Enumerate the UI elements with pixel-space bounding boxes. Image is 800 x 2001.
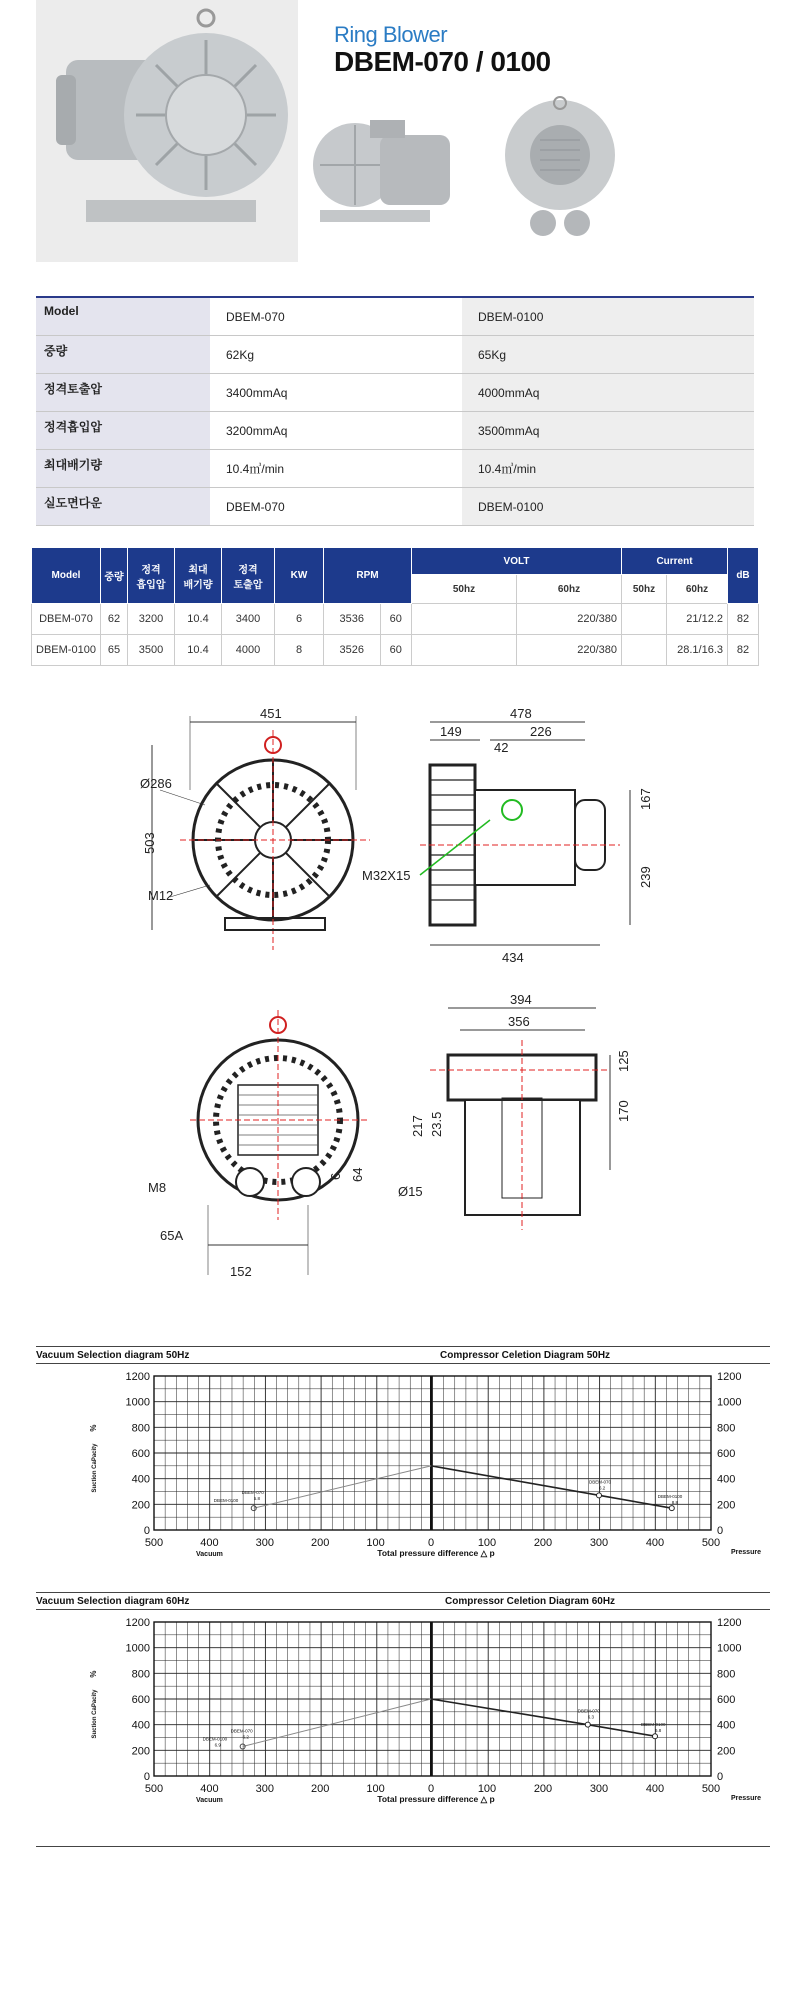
perf-cell-disch: 4000 [222,635,275,666]
col-suction: 정격 흡입압 [128,548,175,604]
spec-row [36,297,754,336]
col-model: Model [32,548,101,604]
spec-row [36,336,754,374]
pres-label-b2: 6.8 [655,1728,662,1734]
y-tick-right: 200 [717,1745,736,1758]
y-tick-right: 1000 [717,1642,742,1655]
spec-value-070[interactable]: DBEM-070 [210,488,462,526]
vac-label-b: DBEM-0100 [213,1498,239,1504]
col-db: dB [728,548,759,604]
dim-42: 42 [494,740,509,755]
dim-170: 170 [616,1100,631,1122]
dim-167: 167 [638,788,653,810]
perf-cell-freq: 60 [380,604,411,635]
spec-value-0100: 65Kg [462,336,754,374]
dim-23-5: 23.5 [429,1111,444,1137]
diagram-60hz [36,1614,776,1842]
perf-cell-weight: 65 [101,635,128,666]
dim-149: 149 [440,724,462,739]
col-kw: KW [275,548,324,604]
y-axis-label: Suction CaPacity [92,1443,98,1493]
product-photo-side [310,100,460,240]
pres-label-b: DBEM-0100 [657,1494,683,1500]
dim-diameter-15: Ø15 [398,1184,423,1199]
pressure-series-point [669,1506,674,1511]
perf-cell-kw: 6 [275,604,324,635]
dim-width-451: 451 [260,706,282,721]
spec-row [36,488,754,526]
dim-port-65a: 65A [160,1228,184,1243]
perf-cell-kw: 8 [275,635,324,666]
vacuum-series-line [254,1466,431,1508]
perf-cell-max: 10.4 [175,604,222,635]
x-label-pressure: Pressure [731,1549,761,1556]
col-weight: 중량 [101,548,128,604]
vac-label-b: DBEM-0100 [202,1736,228,1742]
vac-label-b2: 6.9 [214,1742,221,1748]
dim-bolt-m8: M8 [148,1180,167,1195]
x-tick-left: 500 [144,1537,164,1549]
pres-label-a: DBEM-070 [589,1479,612,1485]
col-volt-60: 60hz [517,575,622,604]
col-current-50: 50hz [622,575,667,604]
y-tick-right: 0 [717,1771,724,1783]
col-current: Current [622,548,728,575]
perf-cell-model: DBEM-070 [32,604,101,635]
spec-value-070: 3200mmAq [210,412,462,450]
dim-diameter-286: Ø286 [140,776,172,791]
perf-cell-c50 [622,635,667,666]
y-tick-left: 200 [131,1745,150,1758]
perf-cell-v50 [412,604,517,635]
y-tick-right: 800 [717,1668,736,1681]
y-tick-right: 600 [717,1694,736,1706]
y-tick-right: 1200 [717,1617,742,1629]
x-label-pressure: Pressure [731,1795,761,1802]
dim-217: 217 [410,1115,425,1137]
x-tick-left: 200 [311,1783,330,1795]
dim-239: 239 [638,866,653,888]
spec-value-070: 10.4㎥/min [210,450,462,488]
perf-cell-c60: 21/12.2 [667,604,728,635]
y-tick-left: 0 [143,1771,150,1783]
spec-value-070: 3400mmAq [210,374,462,412]
product-subtitle: Ring Blower [334,22,448,47]
pres-label-b2: 8.8 [671,1500,679,1506]
pressure-series-point [653,1734,658,1739]
perf-cell-v50 [412,635,517,666]
pres-label-a2: 6.2 [599,1485,606,1491]
y-tick-left: 400 [131,1719,150,1732]
x-tick-left: 400 [200,1537,219,1549]
perf-cell-suction: 3500 [128,635,175,666]
divider-3 [36,1592,770,1593]
diagram-50hz [36,1368,776,1590]
y-tick-left: 1000 [125,1642,150,1655]
spec-value-070: DBEM-070 [210,297,462,336]
perf-cell-c60: 28.1/16.3 [667,635,728,666]
pressure-series-point [585,1722,590,1727]
vac-label-a: DBEM-070 [241,1490,264,1496]
col-current-60: 60hz [667,575,728,604]
pressure-series-line [431,1466,672,1508]
divider-2 [36,1363,770,1364]
spec-row [36,374,754,412]
x-tick-left: 300 [255,1783,274,1795]
product-title: DBEM-070 / 0100 [334,46,551,77]
vac-label-a2: 6.2 [242,1734,249,1740]
spec-row [36,412,754,450]
y-axis-label: Suction CaPacity [92,1689,98,1739]
x-tick-left: 200 [311,1537,330,1549]
spec-row [36,450,754,488]
spec-table [36,296,754,526]
y-tick-left: 200 [131,1499,150,1512]
vac-label-a2: 5.8 [253,1496,260,1502]
divider-5 [36,1846,770,1847]
dim-152: 152 [230,1264,252,1279]
col-rpm: RPM [324,548,412,604]
diag1-title-left: Vacuum Selection diagram 50Hz [36,1350,190,1361]
spec-label: 정격흡입압 [36,412,210,450]
pres-label-a: DBEM-070 [577,1708,600,1714]
perf-cell-rpm: 3536 [324,604,381,635]
drawing-side-bottom [398,992,631,1230]
perf-cell-rpm: 3526 [324,635,381,666]
dim-6: 6 [328,1172,343,1180]
dim-356: 356 [508,1014,530,1029]
dim-64: 64 [350,1167,365,1182]
x-tick-left: 0 [427,1537,435,1549]
spec-value-0100[interactable]: DBEM-0100 [462,488,754,526]
x-axis-label: Total pressure difference △ p [377,1794,495,1804]
spec-value-0100: 10.4㎥/min [462,450,754,488]
spec-value-0100: DBEM-0100 [462,297,754,336]
col-volt: VOLT [412,548,622,575]
dim-height-503: 503 [142,832,157,854]
perf-row [32,635,759,666]
x-tick-right: 200 [533,1537,553,1549]
x-tick-right: 100 [477,1537,497,1549]
dim-thread-m32: M32X15 [362,868,411,883]
x-tick-left: 400 [200,1783,219,1795]
spec-value-0100: 4000mmAq [462,374,754,412]
x-axis-label: Total pressure difference △ p [377,1548,495,1558]
product-photo-front [495,95,625,245]
performance-table [31,547,759,666]
y-tick-right: 1200 [717,1371,742,1383]
y-tick-right: 0 [717,1525,724,1537]
vac-label-a: DBEM-070 [230,1728,253,1734]
spec-label: 정격토출압 [36,374,210,412]
dim-125: 125 [616,1050,631,1072]
x-tick-left: 100 [366,1537,385,1549]
perf-cell-suction: 3200 [128,604,175,635]
y-tick-left: 600 [131,1448,150,1460]
perf-cell-disch: 3400 [222,604,275,635]
y-axis-unit: % [89,1424,98,1432]
col-max: 최대 배기량 [175,548,222,604]
x-tick-left: 100 [366,1783,385,1795]
drawing-front-bottom [148,1010,370,1279]
x-tick-right: 100 [477,1783,497,1795]
y-tick-right: 800 [717,1422,736,1435]
perf-cell-v60: 220/380 [517,635,622,666]
y-tick-left: 600 [131,1694,150,1706]
dim-434: 434 [502,950,524,965]
y-tick-left: 1200 [125,1371,150,1383]
pres-label-b: DBEM-0100 [641,1722,666,1728]
x-tick-left: 0 [427,1783,435,1795]
spec-value-0100: 3500mmAq [462,412,754,450]
x-tick-right: 300 [589,1537,609,1549]
x-tick-right: 500 [701,1783,721,1795]
y-tick-right: 200 [717,1499,736,1512]
x-tick-right: 500 [701,1537,721,1549]
y-tick-left: 800 [131,1668,150,1681]
spec-label: 실도면다운 [36,488,210,526]
x-tick-right: 400 [645,1783,665,1795]
y-tick-right: 400 [717,1473,736,1486]
blower-main-image [36,0,298,262]
dim-226: 226 [530,724,552,739]
x-tick-right: 200 [533,1783,553,1795]
spec-label: Model [36,297,210,336]
y-tick-right: 600 [717,1448,736,1460]
dim-394: 394 [510,992,532,1007]
x-label-vacuum: Vacuum [196,1797,223,1804]
perf-cell-max: 10.4 [175,635,222,666]
perf-cell-db: 82 [728,635,759,666]
y-tick-right: 1000 [717,1396,742,1409]
dim-width-478: 478 [510,706,532,721]
pressure-series-point [597,1493,602,1498]
perf-cell-weight: 62 [101,604,128,635]
perf-cell-c50 [622,604,667,635]
x-label-vacuum: Vacuum [196,1551,223,1558]
perf-cell-model: DBEM-0100 [32,635,101,666]
dimension-drawings [130,700,690,1280]
y-tick-right: 400 [717,1719,736,1732]
y-tick-left: 800 [131,1422,150,1435]
pressure-series-line [431,1699,655,1736]
spec-label: 최대배기량 [36,450,210,488]
perf-row [32,604,759,635]
y-tick-left: 1000 [125,1396,150,1409]
x-tick-left: 500 [144,1783,164,1795]
x-tick-right: 300 [589,1783,609,1795]
dim-bolt-m12: M12 [148,888,174,903]
spec-value-070: 62Kg [210,336,462,374]
diag1-title-right: Compressor Celetion Diagram 50Hz [440,1350,611,1361]
col-discharge: 정격 토출압 [222,548,275,604]
vacuum-series-line [243,1699,431,1746]
y-tick-left: 0 [143,1525,150,1537]
col-volt-50: 50hz [412,575,517,604]
x-tick-left: 300 [255,1537,274,1549]
y-axis-unit: % [89,1670,98,1678]
drawing-front-top [140,706,370,950]
perf-cell-db: 82 [728,604,759,635]
spec-label: 중량 [36,336,210,374]
pres-label-a2: 6.3 [587,1714,595,1720]
x-tick-right: 400 [645,1537,665,1549]
perf-cell-v60: 220/380 [517,604,622,635]
y-tick-left: 1200 [125,1617,150,1629]
perf-cell-freq: 60 [380,635,411,666]
diag2-title-left: Vacuum Selection diagram 60Hz [36,1596,190,1607]
divider-1 [36,1346,770,1347]
product-photo-main [36,0,298,262]
divider-4 [36,1609,770,1610]
y-tick-left: 400 [131,1473,150,1486]
drawing-side-top [362,706,653,965]
diag2-title-right: Compressor Celetion Diagram 60Hz [445,1596,616,1607]
